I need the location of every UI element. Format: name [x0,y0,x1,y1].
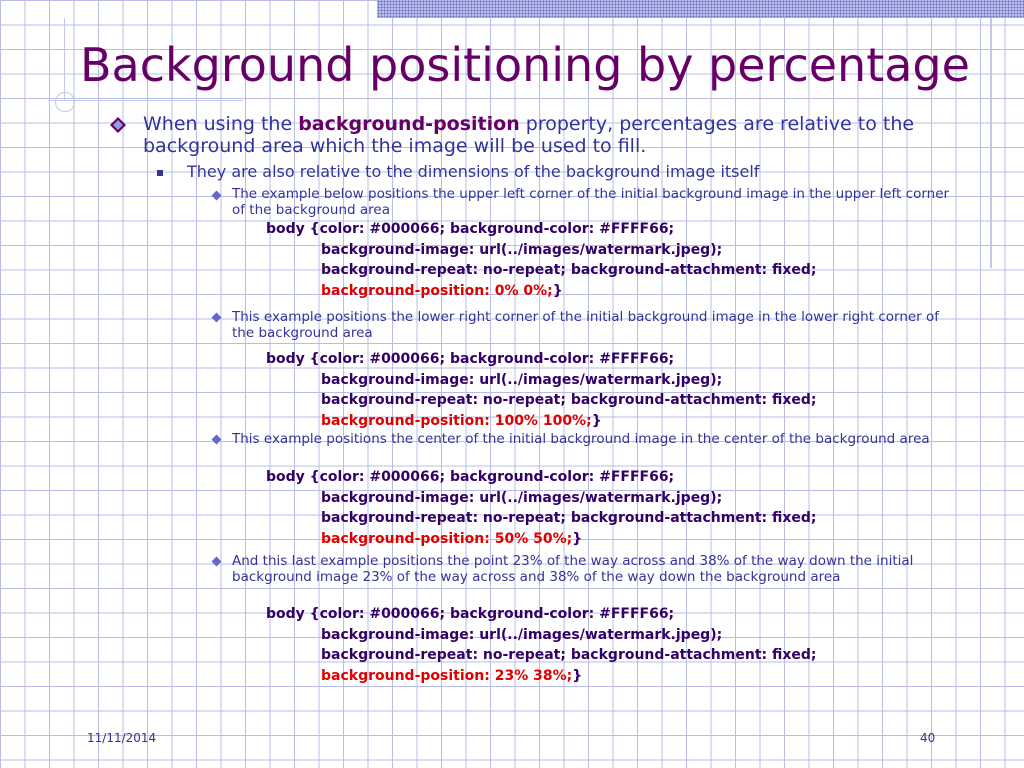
code-line: body {color: #000066; background-color: #FFFF66; [266,606,675,622]
square-bullet-icon [157,170,163,176]
small-diamond-bullet-icon [212,557,222,567]
bullet-level2-text: They are also relative to the dimensions of the background image itself [187,162,760,181]
example-3-code: body {color: #000066; background-color: #FFFF66; background-image: url(../images/watermark.jpeg); background-repeat: no-repeat; background-attachment: fixed; background-position: 50% 50%;} [266,469,817,547]
code-position-highlight: background-position: 50% 50%; [321,530,573,547]
footer-date: 11/11/2014 [87,731,157,745]
example-3-description: This example positions the center of the initial background image in the center of the background area [232,431,930,447]
diamond-bullet-icon [110,117,126,133]
code-line: background-repeat: no-repeat; background-attachment: fixed; [321,510,817,526]
small-diamond-bullet-icon [212,435,222,445]
corner-dot-pattern [377,0,1024,18]
example-2-code: body {color: #000066; background-color: #FFFF66; background-image: url(../images/watermark.jpeg); background-repeat: no-repeat; background-attachment: fixed; background-position: 100% 100%;} [266,351,817,429]
decorative-vertical-line [64,18,65,100]
example-4-code: body {color: #000066; background-color: #FFFF66; background-image: url(../images/watermark.jpeg); background-repeat: no-repeat; background-attachment: fixed; background-position: 23% 38%;} [266,606,817,684]
code-line: body {color: #000066; background-color: #FFFF66; [266,351,675,367]
code-line: background-image: url(../images/watermark.jpeg); [321,489,723,506]
slide-title: Background positioning by percentage [80,38,970,92]
keyword-background-position: background-position [298,113,520,135]
decorative-right-line [990,18,992,268]
code-position-highlight: background-position: 0% 0%; [321,282,553,299]
code-line: body {color: #000066; background-color: #FFFF66; [266,221,675,237]
code-line: body {color: #000066; background-color: #FFFF66; [266,469,675,485]
example-4-description: And this last example positions the point 23% of the way across and 38% of the way down the initial background image 23% of the way across and 38% of the way down the background area [232,553,914,585]
code-line: background-repeat: no-repeat; background-attachment: fixed; [321,647,817,663]
bullet-level1-text: When using the background-position property, percentages are relative to the background area which the image will be used to fill. [143,113,915,157]
code-position-highlight: background-position: 100% 100%; [321,412,592,429]
page-number: 40 [920,731,936,745]
example-1-description: The example below positions the upper left corner of the initial background image in the upper left corner of the background area [232,186,950,218]
example-2-description: This example positions the lower right corner of the initial background image in the lower right corner of the background area [232,309,940,341]
code-line: background-image: url(../images/watermark.jpeg); [321,371,723,388]
code-line: background-image: url(../images/watermark.jpeg); [321,626,723,643]
example-1-code: body {color: #000066; background-color: #FFFF66; background-image: url(../images/watermark.jpeg); background-repeat: no-repeat; background-attachment: fixed; background-position: 0% 0%;} [266,221,817,299]
code-line: background-image: url(../images/watermark.jpeg); [321,241,723,258]
small-diamond-bullet-icon [212,313,222,323]
decorative-horizontal-line [48,100,243,101]
code-line: background-repeat: no-repeat; background-attachment: fixed; [321,262,817,278]
small-diamond-bullet-icon [212,191,222,201]
code-line: background-repeat: no-repeat; background-attachment: fixed; [321,392,817,408]
code-position-highlight: background-position: 23% 38%; [321,667,573,684]
decorative-circle [55,92,75,112]
